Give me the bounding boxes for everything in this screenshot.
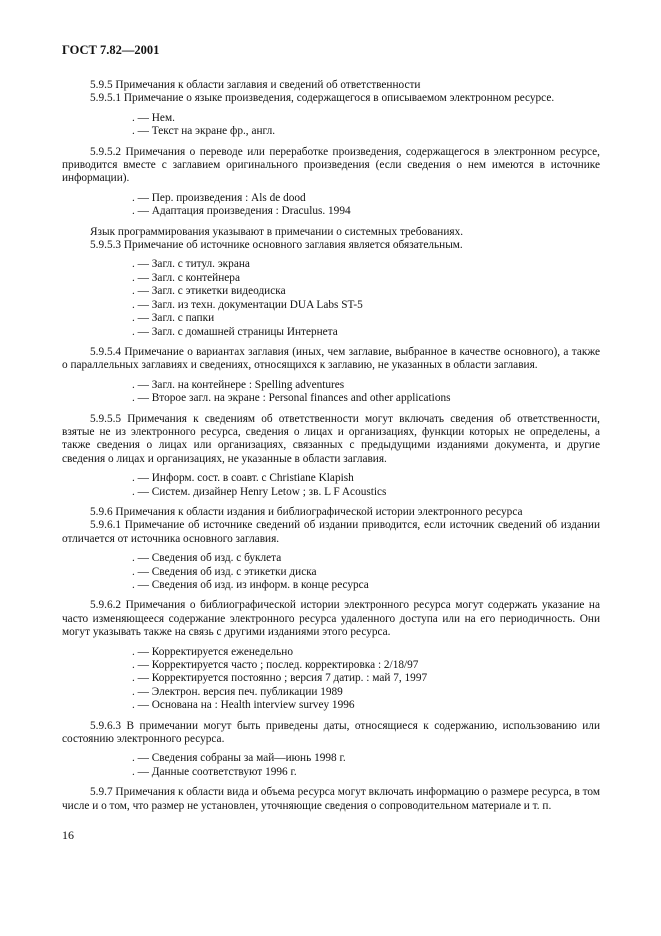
example-item: . — Корректируется еженедельно <box>132 645 293 658</box>
example-item: . — Текст на экране фр., англ. <box>132 125 276 138</box>
paragraph: 5.9.6 Примечания к области издания и библиографической истории электронного ресурса <box>90 505 523 518</box>
document-body <box>62 79 600 819</box>
example-item: . — Загл. с этикетки видеодиска <box>132 285 286 298</box>
example-item: . — Сведения об изд. с этикетки диска <box>132 565 317 578</box>
paragraph: 5.9.5.4 Примечание о вариантах заглавия (иных, чем заглавие, выбранное в качестве основного), а также о параллельных заглавиях и сведениях, относящихся к заглавию, не указанных в области заглавия. <box>62 345 600 372</box>
document-header: ГОСТ 7.82—2001 <box>62 43 160 57</box>
example-item: . — Загл. из техн. документации DUA Labs ST-5 <box>132 298 363 311</box>
paragraph: 5.9.5.1 Примечание о языке произведения, содержащегося в описываемом электронном ресурсе. <box>90 92 555 105</box>
example-item: . — Загл. на контейнере : Spelling adventures <box>132 378 345 391</box>
paragraph: 5.9.5 Примечания к области заглавия и сведений об ответственности <box>90 79 421 91</box>
example-list <box>62 752 600 779</box>
example-item: . — Информ. сост. в соавт. с Christiane Klapish <box>132 472 354 485</box>
example-item: . — Данные соответствуют 1996 г. <box>132 765 297 778</box>
example-list <box>62 552 600 592</box>
example-item: . — Сведения собраны за май—июнь 1998 г. <box>132 752 346 765</box>
example-item: . — Основана на : Health interview survey 1996 <box>132 699 355 712</box>
example-item: . — Электрон. версия печ. публикации 1989 <box>132 685 343 698</box>
paragraph: 5.9.7 Примечания к области вида и объема ресурса могут включать информацию о размере ресурса, в том числе и о том, что размер не установлен, уточняющие сведения о сопроводительном материале и т. п. <box>62 786 600 812</box>
paragraph: Язык программирования указывают в примечании о системных требованиях. <box>90 225 464 238</box>
example-list <box>62 646 600 713</box>
example-item: . — Нем. <box>132 111 175 124</box>
example-item: . — Сведения об изд. с буклета <box>132 552 282 565</box>
example-list <box>62 258 600 338</box>
example-list <box>62 112 600 139</box>
example-item: . — Адаптация произведения : Draculus. 1994 <box>132 205 351 218</box>
example-item: . — Второе загл. на экране : Personal finances and other applications <box>132 392 451 405</box>
paragraph: 5.9.6.3 В примечании могут быть приведены даты, относящиеся к содержанию, использованию или состоянию электронного ресурса. <box>62 719 600 746</box>
paragraph: 5.9.5.5 Примечания к сведениям об ответственности могут включать сведения об ответственности, взятые не из электронного ресурса, сведения о лицах и организациях, функции которых не определены, а также сведения о лицах или организациях, связанных с предыдущими изданиями документа, и другие сведения о лицах и организациях, не указанные в области заглавия. <box>62 412 600 465</box>
example-list <box>62 192 600 219</box>
example-item: . — Корректируется часто ; послед. корректировка : 2/18/97 <box>132 659 419 672</box>
example-item: . — Загл. с папки <box>132 312 215 325</box>
paragraph: 5.9.6.1 Примечание об источнике сведений об издании приводится, если источник сведений об издании отличается от источника основного заглавия. <box>62 519 600 545</box>
example-item: . — Загл. с титул. экрана <box>132 258 250 271</box>
paragraph: 5.9.5.2 Примечания о переводе или переработке произведения, содержащегося в электронном ресурсе, приводится вместе с заглавием оригинального произведения (если сведения о нем имеются в источнике информации). <box>62 145 600 185</box>
example-list <box>62 379 600 406</box>
example-item: . — Загл. с контейнера <box>132 271 240 284</box>
example-item: . — Сведения об изд. из информ. в конце ресурса <box>132 579 369 591</box>
example-item: . — Корректируется постоянно ; версия 7 датир. : май 7, 1997 <box>132 672 428 685</box>
page-number: 16 <box>62 828 74 842</box>
paragraph: 5.9.6.2 Примечания о библиографической истории электронного ресурса могут содержать указание на часто изменяющееся содержание электронного ресурса удаленного доступа или на его периодичность. Они могут указывать также на связь с другими изданиями этого ресурса. <box>62 599 600 639</box>
example-item: . — Систем. дизайнер Henry Letow ; зв. L F Acoustics <box>132 485 387 498</box>
example-list <box>62 472 600 499</box>
paragraph: 5.9.5.3 Примечание об источнике основного заглавия является обязательным. <box>90 239 463 252</box>
example-item: . — Пер. произведения : Als de dood <box>132 191 306 204</box>
example-item: . — Загл. с домашней страницы Интернета <box>132 325 338 338</box>
